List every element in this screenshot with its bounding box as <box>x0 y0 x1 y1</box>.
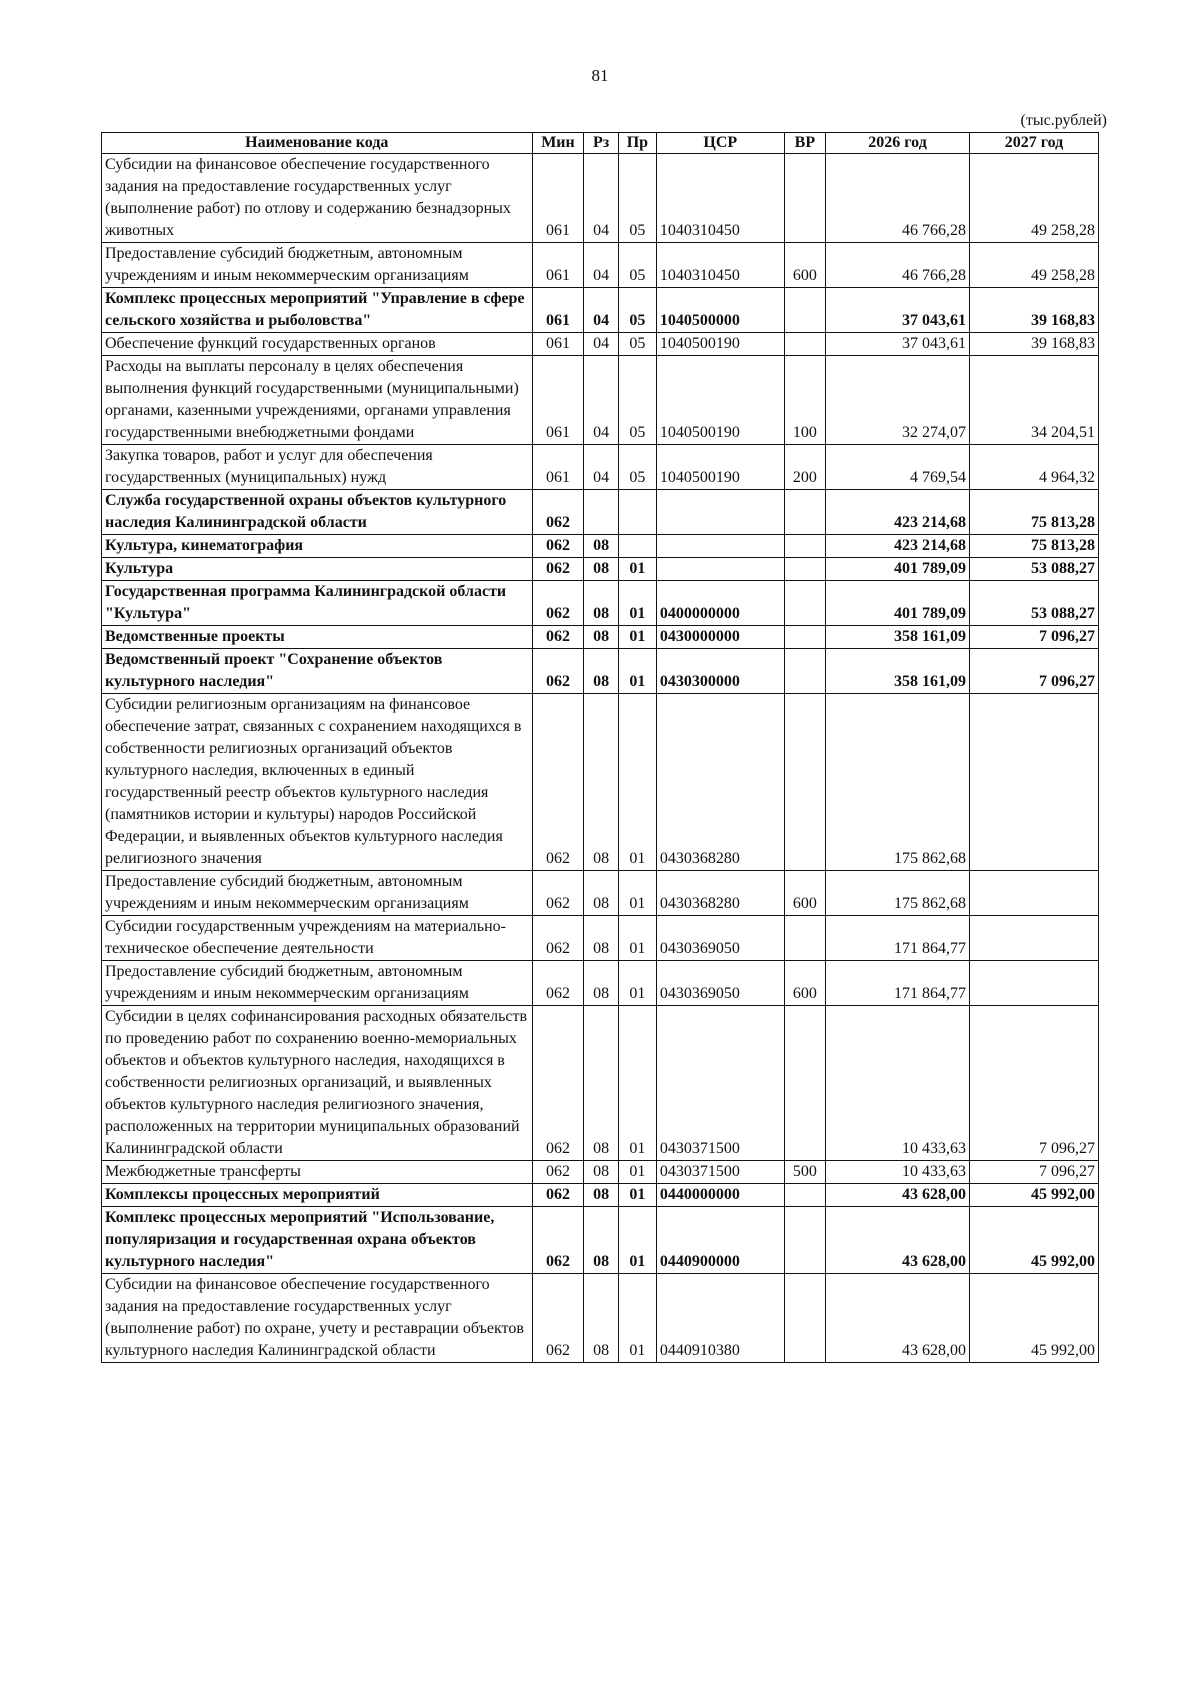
cell-min: 061 <box>532 288 584 333</box>
cell-2026: 171 864,77 <box>826 961 970 1006</box>
cell-2027: 75 813,28 <box>970 490 1099 535</box>
cell-2027 <box>970 961 1099 1006</box>
cell-pr: 01 <box>618 558 656 581</box>
cell-vr: 600 <box>784 961 825 1006</box>
cell-rz: 08 <box>584 961 619 1006</box>
table-row <box>102 1006 1099 1161</box>
cell-2027: 39 168,83 <box>970 333 1099 356</box>
cell-vr <box>784 154 825 243</box>
cell-2026: 401 789,09 <box>826 558 970 581</box>
cell-min: 062 <box>532 1161 584 1184</box>
cell-name: Ведомственный проект "Сохранение объектов культурного наследия" <box>102 649 533 694</box>
cell-csr: 0440000000 <box>656 1184 784 1207</box>
cell-2027: 75 813,28 <box>970 535 1099 558</box>
cell-pr: 01 <box>618 916 656 961</box>
cell-2026: 423 214,68 <box>826 535 970 558</box>
cell-rz: 08 <box>584 1274 619 1363</box>
cell-vr <box>784 288 825 333</box>
cell-pr: 05 <box>618 243 656 288</box>
header-rz: Рз <box>584 133 619 154</box>
cell-name: Обеспечение функций государственных органов <box>102 333 533 356</box>
cell-min: 062 <box>532 916 584 961</box>
cell-min: 062 <box>532 558 584 581</box>
cell-csr: 1040500190 <box>656 445 784 490</box>
cell-2027: 4 964,32 <box>970 445 1099 490</box>
cell-rz: 04 <box>584 356 619 445</box>
cell-pr: 05 <box>618 356 656 445</box>
table-row <box>102 490 1099 535</box>
table-row <box>102 1184 1099 1207</box>
cell-rz: 08 <box>584 1006 619 1161</box>
cell-2026: 43 628,00 <box>826 1184 970 1207</box>
budget-table <box>101 132 1099 1363</box>
cell-vr: 600 <box>784 871 825 916</box>
cell-pr: 05 <box>618 154 656 243</box>
cell-2026: 46 766,28 <box>826 243 970 288</box>
cell-rz: 08 <box>584 694 619 871</box>
cell-pr: 01 <box>618 626 656 649</box>
cell-min: 061 <box>532 356 584 445</box>
cell-min: 062 <box>532 626 584 649</box>
cell-name: Субсидии государственным учреждениям на материально-техническое обеспечение деятельности <box>102 916 533 961</box>
cell-min: 062 <box>532 1207 584 1274</box>
cell-2027 <box>970 694 1099 871</box>
cell-vr <box>784 1184 825 1207</box>
cell-csr: 1040500000 <box>656 288 784 333</box>
cell-2027: 7 096,27 <box>970 649 1099 694</box>
cell-min: 062 <box>532 871 584 916</box>
cell-2027 <box>970 916 1099 961</box>
table-row <box>102 445 1099 490</box>
cell-2027: 45 992,00 <box>970 1274 1099 1363</box>
header-csr: ЦСР <box>656 133 784 154</box>
cell-csr: 0430369050 <box>656 916 784 961</box>
table-row <box>102 154 1099 243</box>
cell-min: 062 <box>532 961 584 1006</box>
cell-min: 061 <box>532 243 584 288</box>
cell-2027 <box>970 871 1099 916</box>
cell-2026: 43 628,00 <box>826 1274 970 1363</box>
cell-vr <box>784 1207 825 1274</box>
cell-rz: 08 <box>584 581 619 626</box>
cell-min: 062 <box>532 694 584 871</box>
cell-2027: 7 096,27 <box>970 626 1099 649</box>
table-row <box>102 558 1099 581</box>
cell-vr <box>784 694 825 871</box>
cell-min: 061 <box>532 154 584 243</box>
cell-pr: 01 <box>618 1184 656 1207</box>
cell-min: 062 <box>532 490 584 535</box>
table-row <box>102 1207 1099 1274</box>
cell-2027: 34 204,51 <box>970 356 1099 445</box>
cell-2027: 39 168,83 <box>970 288 1099 333</box>
cell-2026: 401 789,09 <box>826 581 970 626</box>
header-2026: 2026 год <box>826 133 970 154</box>
cell-2026: 171 864,77 <box>826 916 970 961</box>
cell-2026: 43 628,00 <box>826 1207 970 1274</box>
cell-name: Культура, кинематография <box>102 535 533 558</box>
cell-2027: 45 992,00 <box>970 1207 1099 1274</box>
cell-pr: 01 <box>618 649 656 694</box>
cell-vr <box>784 333 825 356</box>
header-name: Наименование кода <box>102 133 533 154</box>
cell-2027: 7 096,27 <box>970 1161 1099 1184</box>
cell-rz: 08 <box>584 1161 619 1184</box>
cell-csr: 1040500190 <box>656 356 784 445</box>
cell-rz: 08 <box>584 1207 619 1274</box>
cell-name: Ведомственные проекты <box>102 626 533 649</box>
cell-min: 062 <box>532 581 584 626</box>
cell-csr <box>656 558 784 581</box>
cell-csr: 0430371500 <box>656 1006 784 1161</box>
cell-pr: 01 <box>618 1161 656 1184</box>
cell-2026: 10 433,63 <box>826 1006 970 1161</box>
table-row <box>102 626 1099 649</box>
cell-pr: 05 <box>618 445 656 490</box>
cell-rz: 04 <box>584 243 619 288</box>
cell-name: Расходы на выплаты персоналу в целях обеспечения выполнения функций государственными (муниципальными) органами, казенными учреждениями, органами управления государственными внебюджетными фондами <box>102 356 533 445</box>
cell-vr <box>784 1274 825 1363</box>
table-row <box>102 535 1099 558</box>
cell-csr: 0440900000 <box>656 1207 784 1274</box>
cell-min: 061 <box>532 333 584 356</box>
header-2027: 2027 год <box>970 133 1099 154</box>
cell-2026: 37 043,61 <box>826 333 970 356</box>
cell-2026: 46 766,28 <box>826 154 970 243</box>
cell-rz: 08 <box>584 916 619 961</box>
cell-pr: 01 <box>618 1207 656 1274</box>
header-min: Мин <box>532 133 584 154</box>
cell-2027: 45 992,00 <box>970 1184 1099 1207</box>
cell-csr: 0430368280 <box>656 694 784 871</box>
cell-name: Предоставление субсидий бюджетным, автономным учреждениям и иным некоммерческим организациям <box>102 243 533 288</box>
cell-rz: 08 <box>584 649 619 694</box>
cell-name: Комплекс процессных мероприятий "Управление в сфере сельского хозяйства и рыболовства" <box>102 288 533 333</box>
cell-name: Предоставление субсидий бюджетным, автономным учреждениям и иным некоммерческим организациям <box>102 871 533 916</box>
cell-name: Комплексы процессных мероприятий <box>102 1184 533 1207</box>
cell-rz: 04 <box>584 445 619 490</box>
cell-vr <box>784 490 825 535</box>
cell-name: Государственная программа Калининградской области "Культура" <box>102 581 533 626</box>
table-row <box>102 288 1099 333</box>
cell-vr: 200 <box>784 445 825 490</box>
cell-csr: 0430368280 <box>656 871 784 916</box>
table-row <box>102 961 1099 1006</box>
cell-min: 062 <box>532 1006 584 1161</box>
cell-csr: 1040500190 <box>656 333 784 356</box>
cell-min: 061 <box>532 445 584 490</box>
table-row <box>102 649 1099 694</box>
cell-pr: 05 <box>618 288 656 333</box>
cell-rz: 08 <box>584 1184 619 1207</box>
cell-rz <box>584 490 619 535</box>
cell-vr <box>784 535 825 558</box>
cell-rz: 08 <box>584 558 619 581</box>
cell-vr <box>784 1006 825 1161</box>
cell-vr <box>784 649 825 694</box>
cell-2026: 175 862,68 <box>826 694 970 871</box>
cell-2026: 175 862,68 <box>826 871 970 916</box>
table-row <box>102 694 1099 871</box>
cell-rz: 08 <box>584 626 619 649</box>
cell-rz: 04 <box>584 333 619 356</box>
cell-2027: 49 258,28 <box>970 243 1099 288</box>
cell-rz: 08 <box>584 871 619 916</box>
header-pr: Пр <box>618 133 656 154</box>
cell-2026: 358 161,09 <box>826 626 970 649</box>
table-row <box>102 356 1099 445</box>
page-number: 81 <box>591 66 609 85</box>
cell-2027: 53 088,27 <box>970 558 1099 581</box>
table-row <box>102 333 1099 356</box>
cell-csr: 0430371500 <box>656 1161 784 1184</box>
cell-csr: 0400000000 <box>656 581 784 626</box>
cell-pr: 01 <box>618 694 656 871</box>
cell-name: Субсидии религиозным организациям на финансовое обеспечение затрат, связанных с сохранением находящихся в собственности религиозных организаций объектов культурного наследия, включенных в единый государственный реестр объектов культурного наследия (памятников истории и культуры) народов Российской Федерации, и выявленных объектов культурного наследия религиозного значения <box>102 694 533 871</box>
cell-pr: 01 <box>618 1006 656 1161</box>
cell-2026: 4 769,54 <box>826 445 970 490</box>
cell-name: Служба государственной охраны объектов культурного наследия Калининградской области <box>102 490 533 535</box>
table-row <box>102 1274 1099 1363</box>
cell-rz: 04 <box>584 288 619 333</box>
cell-vr: 500 <box>784 1161 825 1184</box>
cell-csr: 0430000000 <box>656 626 784 649</box>
cell-csr: 0440910380 <box>656 1274 784 1363</box>
cell-name: Комплекс процессных мероприятий "Использование, популяризация и государственная охрана объектов культурного наследия" <box>102 1207 533 1274</box>
cell-pr <box>618 535 656 558</box>
cell-vr: 600 <box>784 243 825 288</box>
cell-name: Культура <box>102 558 533 581</box>
cell-min: 062 <box>532 1184 584 1207</box>
cell-vr <box>784 581 825 626</box>
cell-vr <box>784 626 825 649</box>
table-row <box>102 243 1099 288</box>
cell-name: Субсидии в целях софинансирования расходных обязательств по проведению работ по сохранению военно-мемориальных объектов и объектов культурного наследия, находящихся в собственности религиозных организаций, и выявленных объектов культурного наследия религиозного значения, расположенных на территории муниципальных образований Калининградской области <box>102 1006 533 1161</box>
cell-rz: 04 <box>584 154 619 243</box>
cell-vr: 100 <box>784 356 825 445</box>
cell-2026: 37 043,61 <box>826 288 970 333</box>
cell-min: 062 <box>532 1274 584 1363</box>
cell-name: Субсидии на финансовое обеспечение государственного задания на предоставление государственных услуг (выполнение работ) по отлову и содержанию безнадзорных животных <box>102 154 533 243</box>
cell-2027: 53 088,27 <box>970 581 1099 626</box>
cell-rz: 08 <box>584 535 619 558</box>
cell-min: 062 <box>532 649 584 694</box>
cell-csr: 0430369050 <box>656 961 784 1006</box>
cell-vr <box>784 916 825 961</box>
header-vr: ВР <box>784 133 825 154</box>
cell-pr <box>618 490 656 535</box>
cell-2026: 32 274,07 <box>826 356 970 445</box>
cell-name: Закупка товаров, работ и услуг для обеспечения государственных (муниципальных) нужд <box>102 445 533 490</box>
cell-2027: 49 258,28 <box>970 154 1099 243</box>
cell-csr <box>656 535 784 558</box>
header-row <box>102 133 1099 154</box>
cell-pr: 01 <box>618 581 656 626</box>
cell-csr: 1040310450 <box>656 154 784 243</box>
table-row <box>102 581 1099 626</box>
cell-csr <box>656 490 784 535</box>
cell-2026: 10 433,63 <box>826 1161 970 1184</box>
table-row <box>102 871 1099 916</box>
cell-2027: 7 096,27 <box>970 1006 1099 1161</box>
cell-pr: 01 <box>618 961 656 1006</box>
table-row <box>102 1161 1099 1184</box>
cell-name: Субсидии на финансовое обеспечение государственного задания на предоставление государственных услуг (выполнение работ) по охране, учету и реставрации объектов культурного наследия Калининградской области <box>102 1274 533 1363</box>
cell-vr <box>784 558 825 581</box>
cell-min: 062 <box>532 535 584 558</box>
cell-csr: 1040310450 <box>656 243 784 288</box>
cell-pr: 01 <box>618 1274 656 1363</box>
cell-csr: 0430300000 <box>656 649 784 694</box>
cell-name: Предоставление субсидий бюджетным, автономным учреждениям и иным некоммерческим организациям <box>102 961 533 1006</box>
cell-2026: 423 214,68 <box>826 490 970 535</box>
cell-name: Межбюджетные трансферты <box>102 1161 533 1184</box>
cell-pr: 05 <box>618 333 656 356</box>
table-body <box>102 154 1099 1363</box>
table-row <box>102 916 1099 961</box>
units-label: (тыс.рублей) <box>1020 112 1107 129</box>
cell-2026: 358 161,09 <box>826 649 970 694</box>
cell-pr: 01 <box>618 871 656 916</box>
